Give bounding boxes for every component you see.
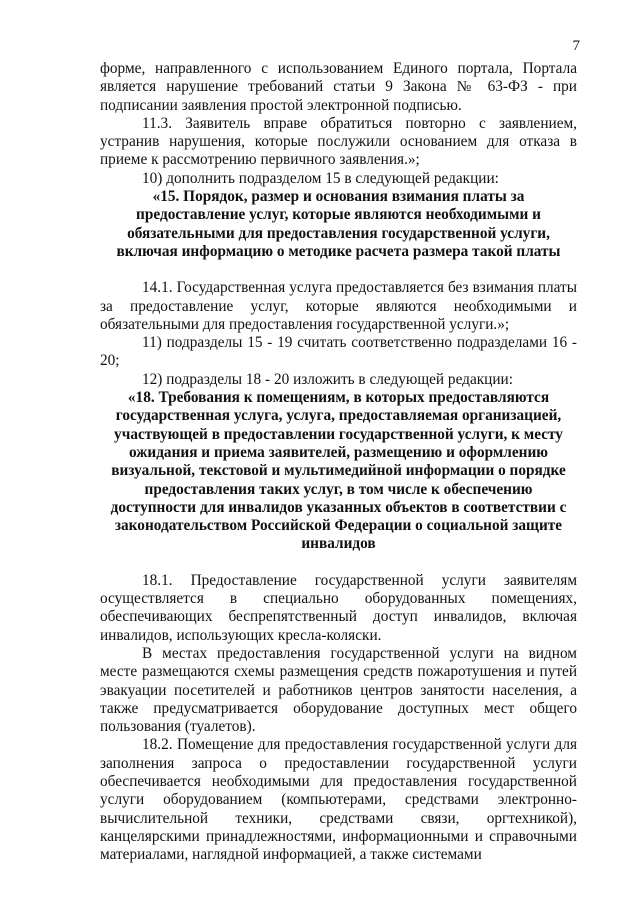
paragraph-placement: В местах предоставления государственной услуги на видном месте размещаются схемы размещения средств пожаротушения и путей эвакуации посетителей и работников центров занятости населения, а также предусматривается оборудование доступных мест общего пользования (туалетов). [100, 644, 577, 736]
page-number: 7 [572, 38, 580, 54]
spacer [100, 261, 577, 279]
spacer [100, 554, 577, 572]
paragraph-14-1: 14.1. Государственная услуга предоставляется без взимания платы за предоставление услуг, которые являются необходимыми и обязательными для предоставления государственной услуги.»; [100, 279, 577, 333]
paragraph-continuation: форме, направленного с использованием Единого портала, Портала является нарушение требований статьи 9 Закона № 63-ФЗ - при подписании заявления простой электронной подписью. [100, 60, 577, 114]
paragraph-item-12: 12) подразделы 18 - 20 изложить в следующей редакции: [142, 370, 513, 388]
paragraph-18-1: 18.1. Предоставление государственной услуги заявителям осуществляется в специально оборудованных помещениях, обеспечивающих беспрепятственный доступ инвалидов, включая инвалидов, использующих кресла-коляски. [100, 571, 577, 644]
paragraph-11-3: 11.3. Заявитель вправе обратиться повторно с заявлением, устранив нарушения, которые послужили основанием для отказа в приеме к рассмотрению первичного заявления.»; [100, 114, 577, 169]
paragraph-item-11: 11) подразделы 15 - 19 считать соответственно подразделами 16 - 20; [100, 334, 577, 370]
paragraph-18-2: 18.2. Помещение для предоставления государственной услуги для заполнения запроса о предоставлении государственной услуги обеспечивается необходимыми для предоставления государственной услуги оборудованием (компьютерами, средствами электронно-вычислительной техники, средствами связи, оргтехникой), канцелярскими принадлежностями, информационными и справочными материалами, наглядной информацией, а также системами [100, 736, 577, 864]
document-body [100, 60, 577, 864]
section-heading-15: «15. Порядок, размер и основания взимания платы за предоставление услуг, которые являются необходимыми и обязательными для предоставления государственной услуги, включая информацию о методике расчета размера такой платы [116, 188, 561, 260]
paragraph-item-10: 10) дополнить подразделом 15 в следующей редакции: [142, 169, 499, 187]
section-heading-18: «18. Требования к помещениям, в которых предоставляются государственная услуга, услуга, предоставляемая организацией, участвующей в предоставлении государственной услуги, к месту ожидания и приема заявителей, размещению и оформлению визуальной, текстовой и мультимедийной информации о порядке предоставления таких услуг, в том числе к обеспечению доступности для инвалидов указанных объектов в соответствии с законодательством Российской Федерации о социальной защите инвалидов [110, 389, 567, 553]
